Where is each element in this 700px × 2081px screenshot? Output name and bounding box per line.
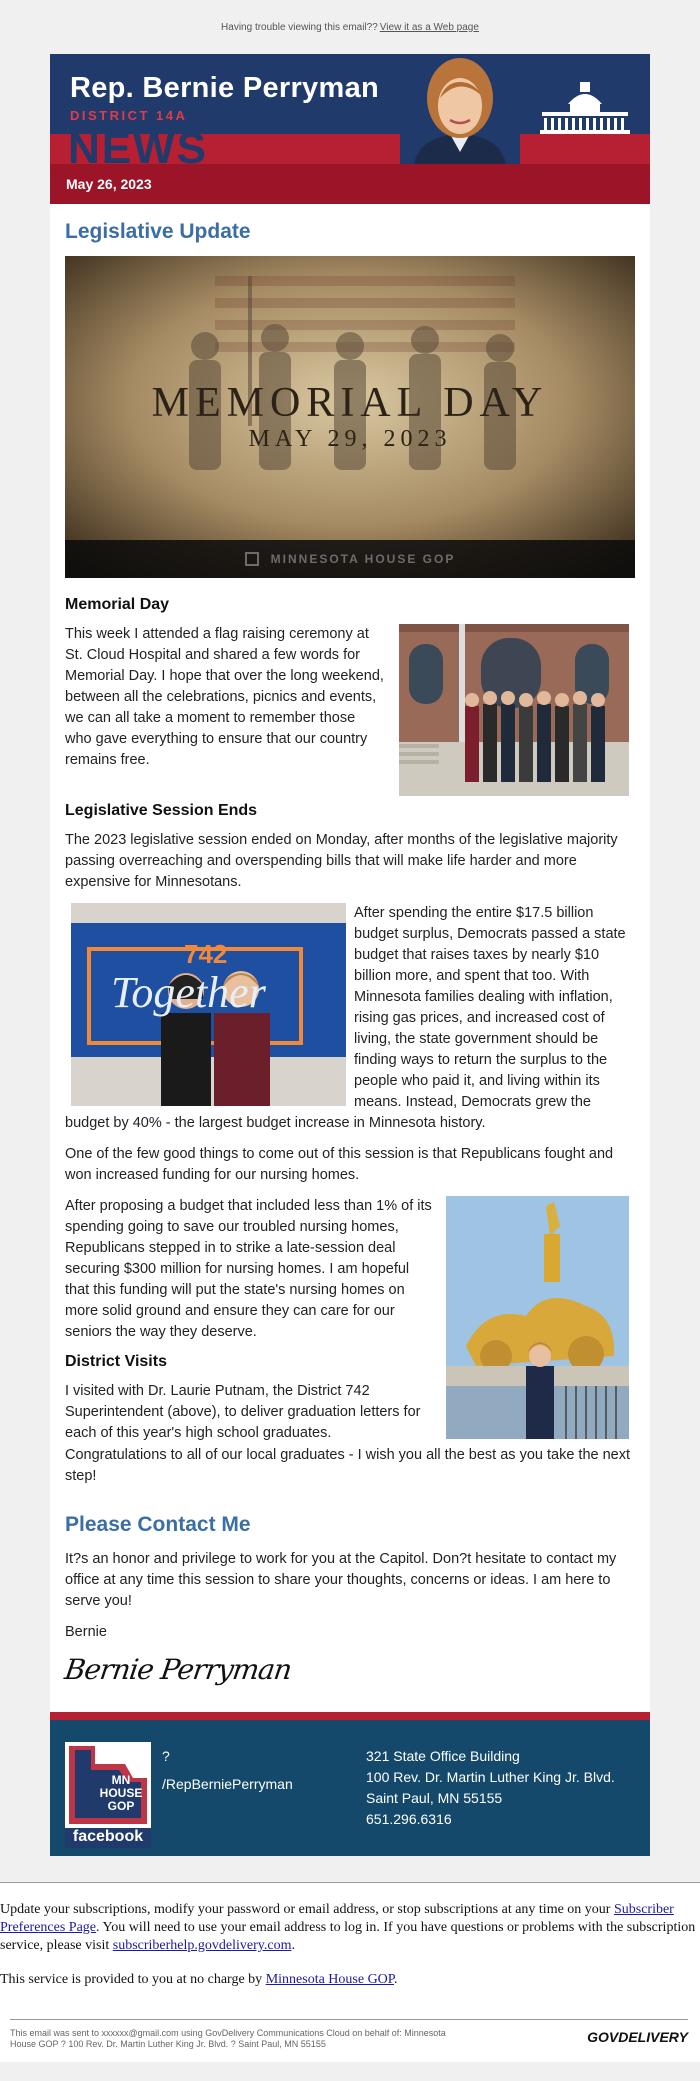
rep-portrait-image (400, 54, 520, 164)
banner-strip (65, 540, 635, 578)
district-heading: District Visits (65, 1353, 167, 1370)
banner-strip-text: MINNESOTA HOUSE GOP (270, 552, 456, 566)
subscriber-help-link[interactable]: subscriberhelp.govdelivery.com (112, 1938, 292, 1953)
subscription-footer (0, 1882, 700, 2062)
issue-date: May 26, 2023 (66, 176, 152, 192)
newsletter-body (50, 204, 650, 1712)
office-address (366, 1746, 615, 1830)
facebook-handle-link[interactable]: /RepBerniePerryman (162, 1776, 293, 1792)
district-label: DISTRICT 14A (70, 108, 188, 123)
subscription-text-b: . You will need to use your email address to log in. If you have questions or problems with the subscription service, please visit (0, 1920, 696, 1953)
contact-footer (50, 1712, 650, 1856)
signoff: Bernie (65, 1624, 107, 1640)
memorial-text: This week I attended a flag raising ceremony at St. Cloud Hospital and shared a few words for Memorial Day. I hope that over the long weekend, between all the celebrations, picnics and events, we can all take a moment to remember those who gave everything to ensure that our country remains free. (65, 626, 384, 768)
facebook-logo-link[interactable] (65, 1742, 151, 1848)
newsletter-header (50, 54, 650, 204)
rep-name: Rep. Bernie Perryman (70, 72, 380, 104)
web-view-link[interactable]: View it as a Web page (379, 21, 479, 33)
web-view-text: Having trouble viewing this email?? (221, 21, 378, 33)
capitol-statue-photo (446, 1196, 629, 1439)
district-text: I visited with Dr. Laurie Putnam, the District 742 Superintendent (above), to deliver graduation letters for each of this year's high school graduates. (65, 1383, 421, 1441)
subscription-text-c: . (291, 1938, 295, 1953)
memorial-day-banner-image (65, 256, 635, 578)
web-view-note (0, 0, 700, 54)
newsletter (50, 54, 650, 1856)
footer-logo-text: MN HOUSE GOP (99, 1773, 143, 1813)
flag-ceremony-photo (399, 624, 629, 796)
address-line-1: 321 State Office Building (366, 1748, 520, 1764)
district-text-2: Congratulations to all of our local graduates - I wish you all the best as you take the next step! (65, 1447, 631, 1484)
subscription-text-a: Update your subscriptions, modify your password or email address, or stop subscriptions at any time on your (0, 1902, 614, 1917)
service-text-a: This service is provided to you at no charge by (0, 1972, 266, 1987)
subscriber-preferences-link[interactable]: Subscriber Preferences Page (0, 1902, 674, 1935)
legal-text: This email was sent to xxxxxx@gmail.com using GovDelivery Communications Cloud on behalf of: Minnesota House GOP ? 100 Rev. Dr. Martin Luther King Jr. Blvd. ? Saint Paul, MN 55155 (10, 2028, 446, 2049)
news-wordmark: NEWS (68, 124, 208, 173)
signature-image: Bernie Perryman (62, 1653, 294, 1686)
subscription-text (0, 1901, 700, 1955)
phone-number: 651.296.6316 (366, 1811, 452, 1827)
banner-title: MEMORIAL DAY (151, 380, 549, 426)
mn-house-gop-icon (245, 552, 259, 566)
banner-together-text: Together (111, 968, 266, 1017)
session-paragraph-1: The 2023 legislative session ended on Monday, after months of the legislative majority passing overreaching and overspending bills that will make life harder and more expensive for Minnesotans. (65, 832, 618, 890)
facebook-question-mark: ? (162, 1748, 170, 1764)
capitol-icon (540, 80, 630, 136)
contact-title: Please Contact Me (65, 1513, 251, 1536)
banner-date: MAY 29, 2023 (248, 426, 452, 452)
service-text-b: . (394, 1972, 398, 1987)
superintendent-photo (71, 903, 346, 1106)
contact-text: It?s an honor and privilege to work for you at the Capitol. Don?t hesitate to contact my office at any time this session to share your thoughts, concerns or ideas. I am here to serve you! (65, 1551, 617, 1609)
session-paragraph-3: One of the few good things to come out of this session is that Republicans fought and won increased funding for our nursing homes. (65, 1146, 614, 1183)
session-paragraph-2: After spending the entire $17.5 billion budget surplus, Democrats passed a state budget that raises taxes by nearly $10 billion more, and spent that too. With Minnesota families dealing with inflation, rising gas prices, and increased cost of living, the state government should be finding ways to return the surplus to the people who paid it, and living within its means. Instead, Democrats grew the budget by 40% - the largest budget increase in Minnesota history. (65, 905, 626, 1131)
session-paragraph-4: After proposing a budget that included less than 1% of its spending going to save our troubled nursing homes, Republicans stepped in to strike a late-session deal securing $300 million for nursing homes. I am hopeful that this funding will put the state's nursing homes on more solid ground and ensure they can care for our seniors the way they deserve. (65, 1198, 432, 1340)
memorial-heading: Memorial Day (65, 596, 170, 613)
legal-footer (10, 2019, 688, 2062)
session-heading: Legislative Session Ends (65, 802, 258, 819)
govdelivery-logo[interactable]: GOVDELIVERY (587, 2029, 688, 2045)
address-line-3: Saint Paul, MN 55155 (366, 1790, 503, 1806)
banner-742-text: 742 (184, 939, 228, 969)
section-title: Legislative Update (65, 220, 251, 243)
service-text (0, 1971, 700, 1989)
mn-house-gop-link[interactable]: Minnesota House GOP (265, 1972, 395, 1987)
address-line-2: 100 Rev. Dr. Martin Luther King Jr. Blvd. (366, 1769, 615, 1785)
facebook-wordmark: facebook (72, 1828, 144, 1845)
